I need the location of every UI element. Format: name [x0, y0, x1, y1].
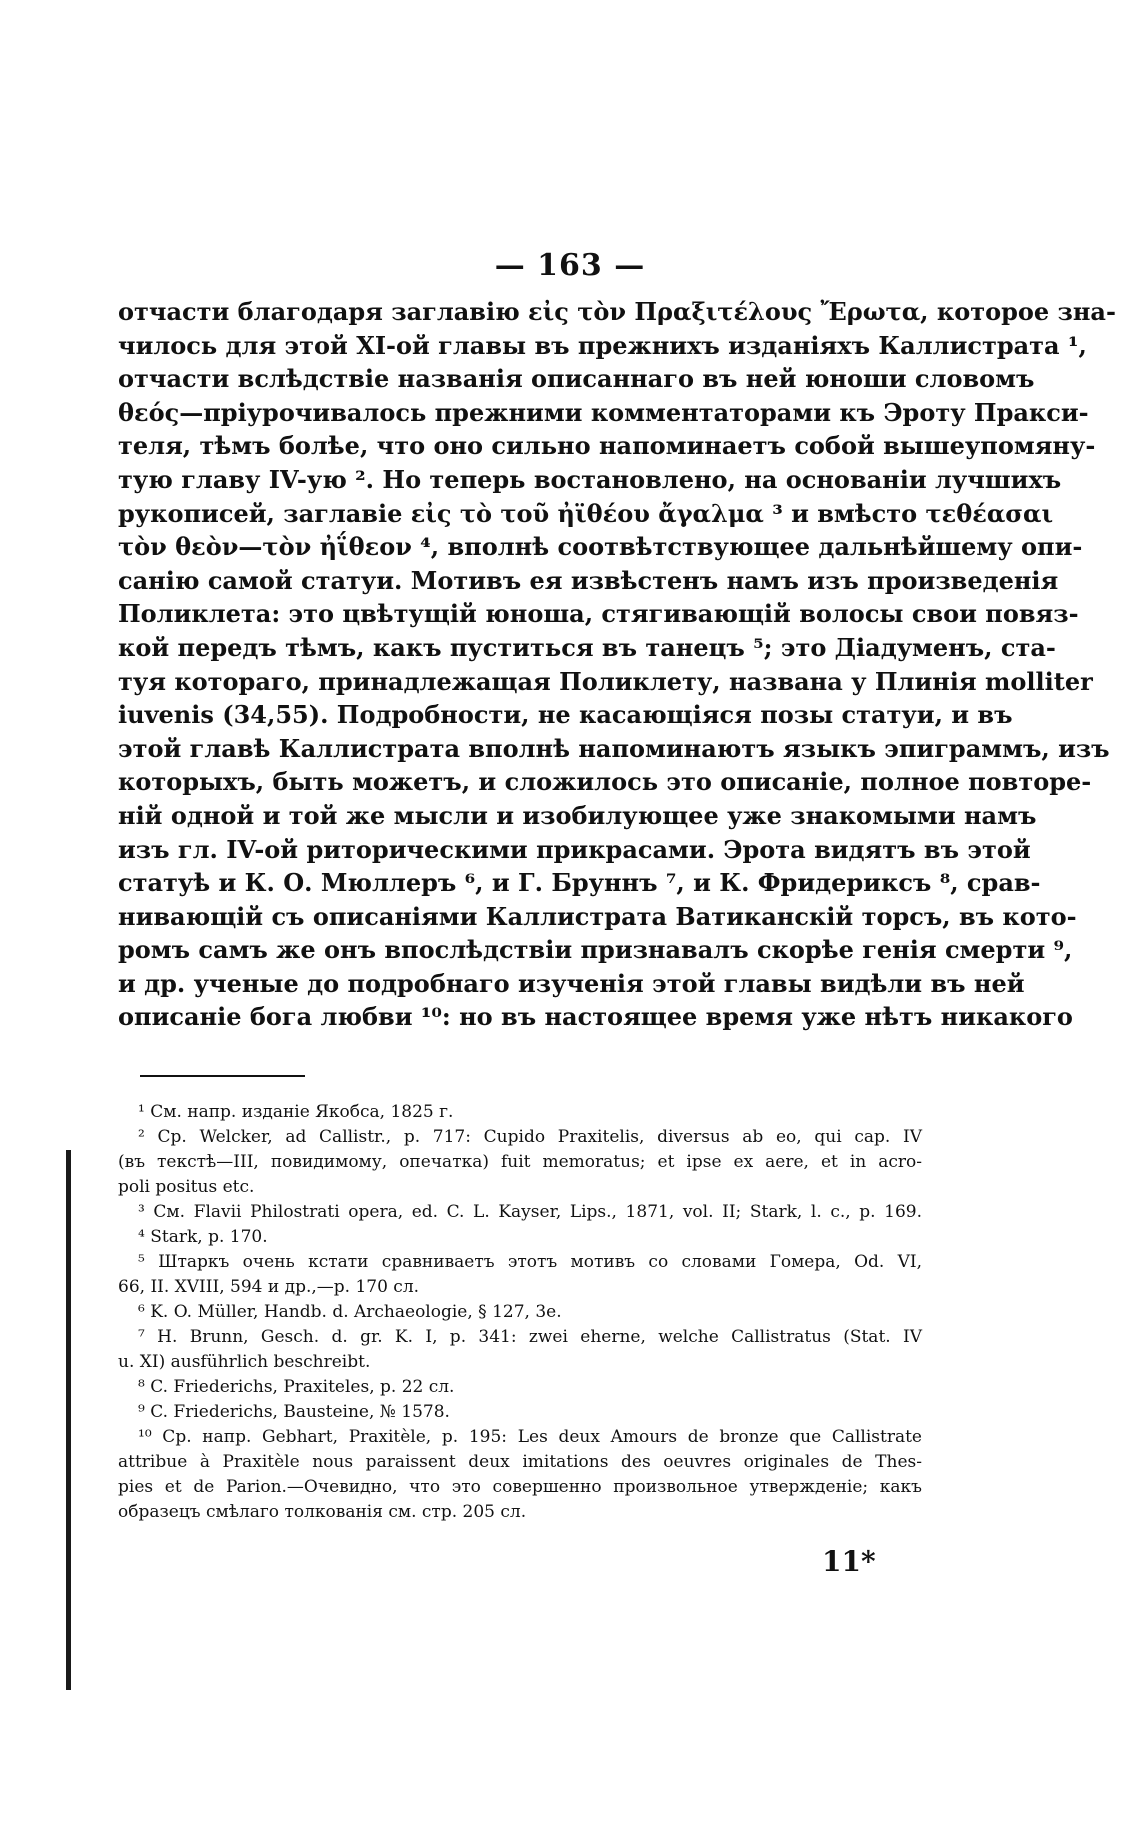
text-line: θεός—пріурочивалось прежними комментаторами къ Эроту Пракси-	[118, 397, 1089, 427]
text-line: этой главѣ Каллистрата вполнѣ напоминаютъ языкъ эпиграммъ, изъ	[118, 733, 1110, 763]
text-line: санію самой статуи. Мотивъ ея извѣстенъ намъ изъ произведенія	[118, 565, 1059, 595]
footnote-line: ⁴ Stark, p. 170.	[138, 1227, 268, 1247]
footnote-line: ² Cp. Welcker, ad Callistr., p. 717: Cupido Praxitelis, diversus ab eo, qui cap. IV	[138, 1127, 922, 1147]
text-line: отчасти благодаря заглавію εἰς τὸν Πραξιτέλους Ἔρωτα, которое зна-	[118, 297, 1116, 326]
page-number: — 163 —	[494, 248, 646, 283]
binding-edge-mark	[66, 1150, 71, 1690]
footnote-line: ¹⁰ Ср. напр. Gebhart, Praxitèle, p. 195: Les deux Amours de bronze que Callistrate	[138, 1427, 922, 1447]
text-line: рукописей, заглавіе εἰς τὸ τοῦ ἠϊθέου ἄγαλμα ³ и вмѣсто τεθέασαι	[118, 498, 1054, 528]
footnote-line: (въ текстѣ—III, повидимому, опечатка) fuit memoratus; et ipse ex aere, et in acro-	[118, 1152, 922, 1172]
text-line: ній одной и той же мысли и изобилующее уже знакомыми намъ	[118, 800, 1037, 830]
text-line: чилось для этой XI-ой главы въ прежнихъ изданіяхъ Каллистрата ¹,	[118, 330, 1087, 360]
text-line: статуѣ и К. О. Мюллеръ ⁶, и Г. Бруннъ ⁷, и К. Фридериксъ ⁸, срав-	[118, 868, 1041, 898]
text-line: которыхъ, быть можетъ, и сложилось это описаніе, полное повторе-	[118, 767, 1092, 797]
footnote-line: u. XI) ausführlich beschreibt.	[118, 1352, 371, 1372]
footnote-line: ⁷ H. Brunn, Gesch. d. gr. K. I, p. 341: zwei eherne, welche Callistratus (Stat. IV	[138, 1327, 922, 1347]
footnote-line: ⁹ C. Friederichs, Bausteine, № 1578.	[138, 1402, 450, 1422]
text-line: и др. ученые до подробнаго изученія этой главы видѣли въ ней	[118, 968, 1025, 998]
main-text-block	[118, 295, 1116, 1034]
text-line: изъ гл. IV-ой риторическими прикрасами. Эрота видятъ въ этой	[118, 834, 1031, 864]
text-line: τὸν θεὸν—τὸν ἠΐθεον ⁴, вполнѣ соотвѣтствующее дальнѣйшему опи-	[118, 532, 1083, 562]
text-line: ромъ самъ же онъ впослѣдствіи признавалъ скорѣе генія смерти ⁹,	[118, 935, 1073, 965]
text-line: отчасти вслѣдствіе названія описаннаго въ ней юноши словомъ	[118, 364, 1035, 394]
text-line: нивающій съ описаніями Каллистрата Ватиканскій торсъ, въ кото-	[118, 901, 1077, 931]
footnote-line: pies et de Parion.—Очевидно, что это совершенно произвольное утвержденіе; какъ	[118, 1477, 922, 1497]
footnote-line: attribue à Praxitèle nous paraissent deux imitations des oeuvres originales de Thes-	[118, 1452, 922, 1472]
footnote-line: poli positus etc.	[118, 1177, 255, 1197]
signature-mark: 11*	[822, 1545, 876, 1578]
footnote-line: ⁵ Штаркъ очень кстати сравниваетъ этотъ мотивъ со словами Гомера, Od. VI,	[138, 1252, 922, 1272]
text-line: туя котораго, принадлежащая Поликлету, названа у Плинія molliter	[118, 666, 1093, 696]
text-line: тую главу IV-ую ². Но теперь востановлено, на основаніи лучшихъ	[118, 464, 1062, 494]
text-line: iuvenis (34,55). Подробности, не касающіяся позы статуи, и въ	[118, 700, 1013, 730]
footnote-line: ³ См. Flavii Philostrati opera, ed. C. L. Kayser, Lips., 1871, vol. II; Stark, l. c., p. 169.	[138, 1202, 922, 1222]
footnote-line: ⁸ C. Friederichs, Praxiteles, p. 22 сл.	[138, 1377, 455, 1397]
footnote-line: образецъ смѣлаго толкованія см. стр. 205 сл.	[118, 1502, 527, 1522]
text-line: теля, тѣмъ болѣе, что оно сильно напоминаетъ собой вышеупомяну-	[118, 431, 1096, 461]
footnote-line: 66, II. XVIII, 594 и др.,—p. 170 сл.	[118, 1277, 420, 1297]
text-line: описаніе бога любви ¹⁰: но въ настоящее время уже нѣтъ никакого	[118, 1002, 1073, 1032]
footnote-separator	[140, 1075, 305, 1077]
footnote-line: ⁶ K. O. Müller, Handb. d. Archaeologie, § 127, 3e.	[138, 1302, 562, 1322]
footnote-line: ¹ См. напр. изданіе Якобса, 1825 г.	[138, 1102, 454, 1122]
footnotes-block	[118, 1100, 922, 1525]
text-line: Поликлета: это цвѣтущій юноша, стягивающій волосы свои повяз-	[118, 599, 1079, 629]
text-line: кой передъ тѣмъ, какъ пуститься въ танецъ ⁵; это Діадуменъ, ста-	[118, 632, 1056, 662]
